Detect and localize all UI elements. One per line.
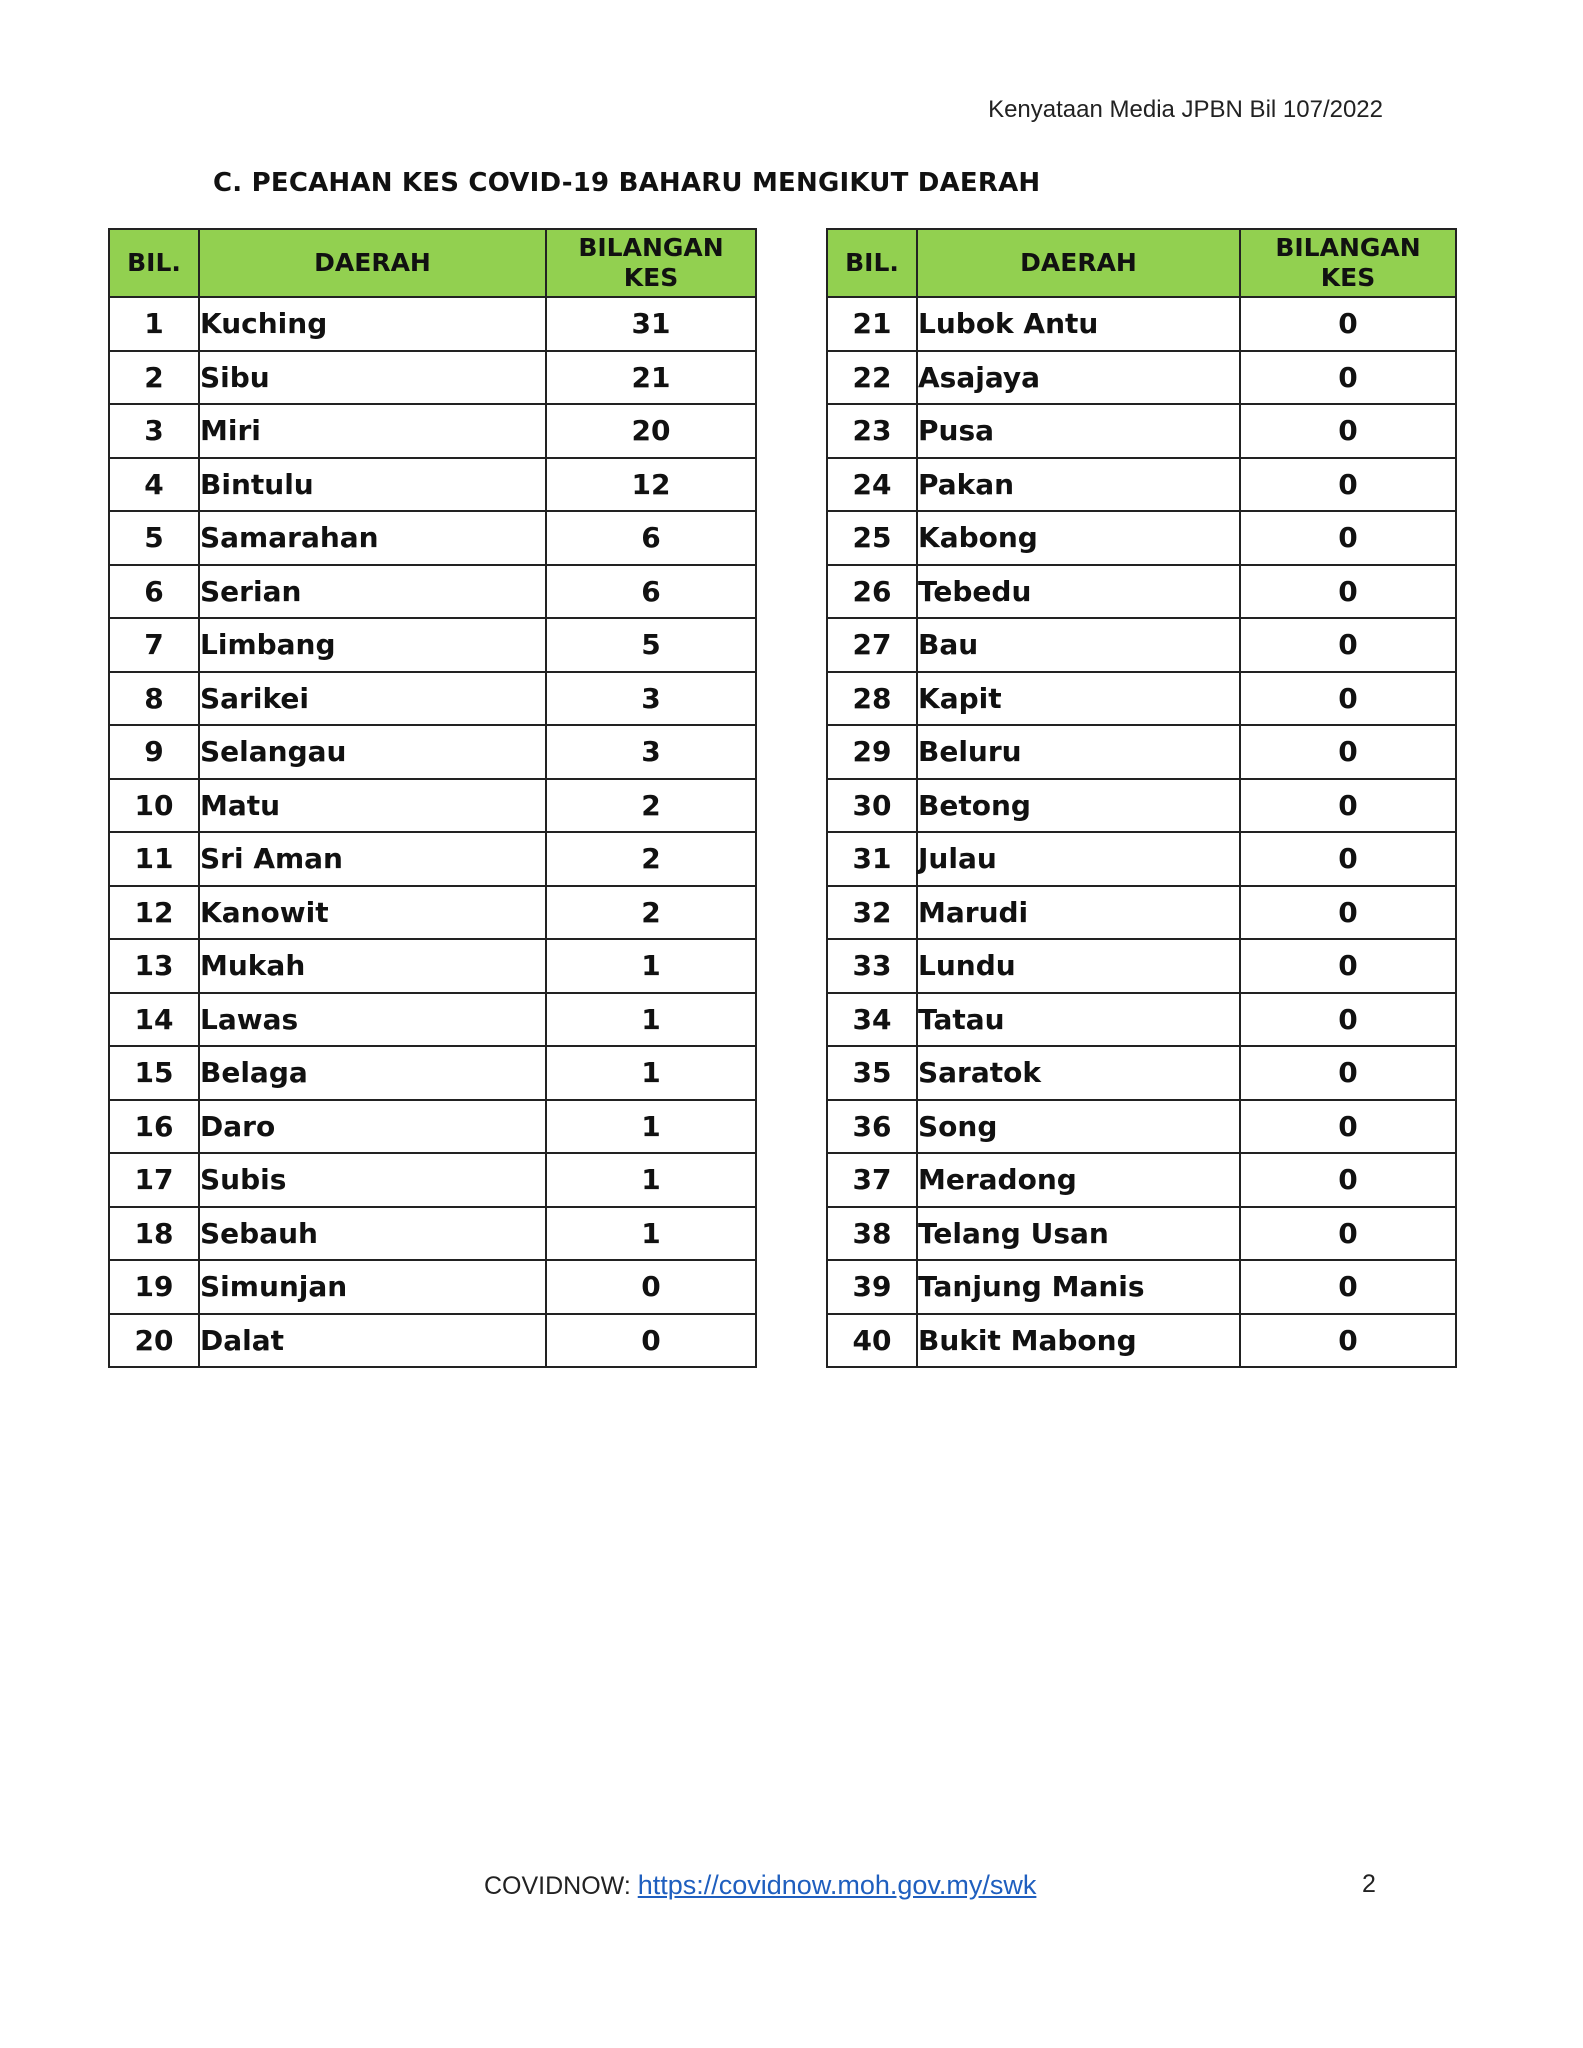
table-row <box>109 351 756 405</box>
row-number: 10 <box>109 779 199 833</box>
row-number: 20 <box>109 1314 199 1368</box>
district-name: Lubok Antu <box>917 297 1240 351</box>
district-name: Serian <box>199 565 546 619</box>
district-table-left <box>108 228 757 1368</box>
row-number: 18 <box>109 1207 199 1261</box>
district-table-right <box>826 228 1457 1368</box>
case-count: 0 <box>1240 1260 1456 1314</box>
table-row <box>109 1100 756 1154</box>
district-name: Pusa <box>917 404 1240 458</box>
table-row <box>827 565 1456 619</box>
district-name: Lawas <box>199 993 546 1047</box>
case-count: 12 <box>546 458 756 512</box>
row-number: 36 <box>827 1100 917 1154</box>
row-number: 29 <box>827 725 917 779</box>
district-name: Bintulu <box>199 458 546 512</box>
table-row <box>827 1314 1456 1368</box>
case-count: 0 <box>1240 886 1456 940</box>
row-number: 21 <box>827 297 917 351</box>
district-name: Pakan <box>917 458 1240 512</box>
row-number: 24 <box>827 458 917 512</box>
table-header-row <box>109 229 756 297</box>
case-count: 0 <box>1240 1046 1456 1100</box>
table-row <box>827 1153 1456 1207</box>
table-row <box>109 458 756 512</box>
district-name: Matu <box>199 779 546 833</box>
case-count: 20 <box>546 404 756 458</box>
table-row <box>109 672 756 726</box>
table-row <box>827 1207 1456 1261</box>
column-header-bilangan-line1: BILANGAN <box>1275 233 1421 262</box>
case-count: 0 <box>1240 458 1456 512</box>
column-header-bil: BIL. <box>109 229 199 297</box>
district-name: Limbang <box>199 618 546 672</box>
table-row <box>827 297 1456 351</box>
case-count: 21 <box>546 351 756 405</box>
document-reference: Kenyataan Media JPBN Bil 107/2022 <box>988 96 1383 123</box>
table-row <box>827 618 1456 672</box>
district-name: Sibu <box>199 351 546 405</box>
table-row <box>109 511 756 565</box>
case-count: 3 <box>546 672 756 726</box>
row-number: 17 <box>109 1153 199 1207</box>
row-number: 23 <box>827 404 917 458</box>
case-count: 2 <box>546 779 756 833</box>
table-row <box>827 1100 1456 1154</box>
case-count: 0 <box>1240 618 1456 672</box>
column-header-bilangan-kes <box>546 229 756 297</box>
table-row <box>827 1046 1456 1100</box>
district-name: Subis <box>199 1153 546 1207</box>
row-number: 32 <box>827 886 917 940</box>
case-count: 31 <box>546 297 756 351</box>
table-row <box>109 939 756 993</box>
case-count: 0 <box>1240 939 1456 993</box>
table-row <box>827 832 1456 886</box>
case-count: 0 <box>1240 351 1456 405</box>
table-row <box>827 779 1456 833</box>
district-table-right-body <box>827 297 1456 1367</box>
row-number: 39 <box>827 1260 917 1314</box>
case-count: 5 <box>546 618 756 672</box>
column-header-bil: BIL. <box>827 229 917 297</box>
case-count: 1 <box>546 1046 756 1100</box>
district-name: Kabong <box>917 511 1240 565</box>
district-name: Beluru <box>917 725 1240 779</box>
district-name: Belaga <box>199 1046 546 1100</box>
case-count: 0 <box>1240 1314 1456 1368</box>
district-name: Daro <box>199 1100 546 1154</box>
table-row <box>827 1260 1456 1314</box>
table-row <box>109 1153 756 1207</box>
row-number: 40 <box>827 1314 917 1368</box>
case-count: 0 <box>1240 993 1456 1047</box>
table-row <box>109 618 756 672</box>
case-count: 0 <box>1240 1153 1456 1207</box>
table-row <box>109 1314 756 1368</box>
row-number: 12 <box>109 886 199 940</box>
district-name: Bukit Mabong <box>917 1314 1240 1368</box>
district-name: Marudi <box>917 886 1240 940</box>
column-header-bilangan-line1: BILANGAN <box>578 233 724 262</box>
district-name: Selangau <box>199 725 546 779</box>
row-number: 25 <box>827 511 917 565</box>
row-number: 33 <box>827 939 917 993</box>
table-row <box>827 886 1456 940</box>
case-count: 0 <box>1240 404 1456 458</box>
district-name: Kapit <box>917 672 1240 726</box>
case-count: 1 <box>546 1207 756 1261</box>
covidnow-link[interactable]: https://covidnow.moh.gov.my/swk <box>637 1870 1037 1900</box>
column-header-bilangan-kes <box>1240 229 1456 297</box>
case-count: 3 <box>546 725 756 779</box>
row-number: 28 <box>827 672 917 726</box>
district-name: Bau <box>917 618 1240 672</box>
row-number: 6 <box>109 565 199 619</box>
table-row <box>827 939 1456 993</box>
district-name: Betong <box>917 779 1240 833</box>
column-header-bilangan-line2: KES <box>1320 263 1376 292</box>
row-number: 15 <box>109 1046 199 1100</box>
table-row <box>827 993 1456 1047</box>
district-name: Telang Usan <box>917 1207 1240 1261</box>
row-number: 3 <box>109 404 199 458</box>
district-name: Saratok <box>917 1046 1240 1100</box>
table-row <box>109 404 756 458</box>
row-number: 31 <box>827 832 917 886</box>
case-count: 0 <box>1240 725 1456 779</box>
page-number: 2 <box>1362 1870 1376 1898</box>
table-row <box>827 511 1456 565</box>
district-name: Asajaya <box>917 351 1240 405</box>
case-count: 0 <box>1240 1100 1456 1154</box>
table-row <box>109 1046 756 1100</box>
district-name: Samarahan <box>199 511 546 565</box>
case-count: 1 <box>546 993 756 1047</box>
column-header-daerah: DAERAH <box>917 229 1240 297</box>
case-count: 0 <box>1240 297 1456 351</box>
case-count: 2 <box>546 832 756 886</box>
case-count: 2 <box>546 886 756 940</box>
table-row <box>109 886 756 940</box>
case-count: 0 <box>1240 1207 1456 1261</box>
case-count: 0 <box>1240 779 1456 833</box>
case-count: 1 <box>546 939 756 993</box>
district-name: Mukah <box>199 939 546 993</box>
case-count: 0 <box>546 1260 756 1314</box>
case-count: 6 <box>546 565 756 619</box>
row-number: 22 <box>827 351 917 405</box>
footer-label: COVIDNOW: <box>484 1872 638 1900</box>
column-header-bilangan-line2: KES <box>623 263 679 292</box>
row-number: 30 <box>827 779 917 833</box>
row-number: 7 <box>109 618 199 672</box>
row-number: 13 <box>109 939 199 993</box>
table-row <box>827 672 1456 726</box>
case-count: 1 <box>546 1153 756 1207</box>
row-number: 38 <box>827 1207 917 1261</box>
table-row <box>109 832 756 886</box>
table-row <box>109 779 756 833</box>
table-row <box>109 1260 756 1314</box>
case-count: 1 <box>546 1100 756 1154</box>
district-name: Kanowit <box>199 886 546 940</box>
district-name: Tebedu <box>917 565 1240 619</box>
row-number: 27 <box>827 618 917 672</box>
row-number: 37 <box>827 1153 917 1207</box>
district-name: Tanjung Manis <box>917 1260 1240 1314</box>
row-number: 2 <box>109 351 199 405</box>
row-number: 5 <box>109 511 199 565</box>
table-row <box>109 993 756 1047</box>
district-name: Simunjan <box>199 1260 546 1314</box>
row-number: 26 <box>827 565 917 619</box>
table-row <box>827 351 1456 405</box>
district-name: Lundu <box>917 939 1240 993</box>
table-header-row <box>827 229 1456 297</box>
footer <box>484 1870 1036 1901</box>
case-count: 0 <box>1240 832 1456 886</box>
table-row <box>827 404 1456 458</box>
district-name: Sarikei <box>199 672 546 726</box>
district-name: Kuching <box>199 297 546 351</box>
district-name: Dalat <box>199 1314 546 1368</box>
table-row <box>109 565 756 619</box>
district-table-left-body <box>109 297 756 1367</box>
case-count: 0 <box>1240 565 1456 619</box>
section-title: C. PECAHAN KES COVID-19 BAHARU MENGIKUT DAERAH <box>213 168 1041 198</box>
row-number: 34 <box>827 993 917 1047</box>
case-count: 0 <box>546 1314 756 1368</box>
row-number: 11 <box>109 832 199 886</box>
column-header-daerah: DAERAH <box>199 229 546 297</box>
district-name: Song <box>917 1100 1240 1154</box>
district-name: Miri <box>199 404 546 458</box>
district-name: Julau <box>917 832 1240 886</box>
row-number: 14 <box>109 993 199 1047</box>
case-count: 0 <box>1240 672 1456 726</box>
row-number: 4 <box>109 458 199 512</box>
district-name: Sebauh <box>199 1207 546 1261</box>
table-row <box>109 1207 756 1261</box>
row-number: 1 <box>109 297 199 351</box>
district-name: Sri Aman <box>199 832 546 886</box>
row-number: 19 <box>109 1260 199 1314</box>
row-number: 9 <box>109 725 199 779</box>
district-name: Tatau <box>917 993 1240 1047</box>
case-count: 0 <box>1240 511 1456 565</box>
row-number: 35 <box>827 1046 917 1100</box>
table-row <box>109 725 756 779</box>
row-number: 8 <box>109 672 199 726</box>
district-name: Meradong <box>917 1153 1240 1207</box>
table-row <box>109 297 756 351</box>
case-count: 6 <box>546 511 756 565</box>
table-row <box>827 725 1456 779</box>
row-number: 16 <box>109 1100 199 1154</box>
table-row <box>827 458 1456 512</box>
